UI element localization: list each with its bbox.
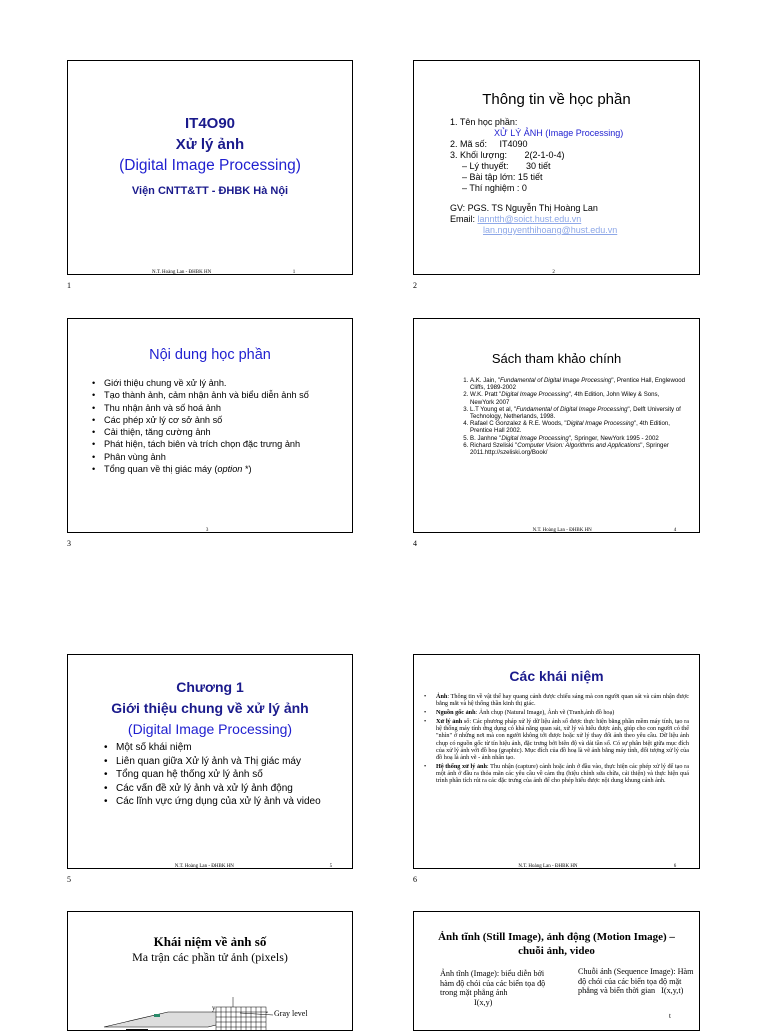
chapter-subtitle: (Digital Image Processing): [127, 721, 293, 737]
list-item: • Tạo thành ảnh, cảm nhận ảnh và biểu diễn ảnh số: [92, 389, 346, 401]
list-item: • Phát hiện, tách biên và trích chọn đặc trưng ảnh: [92, 438, 346, 450]
slide-number: 2: [552, 270, 555, 275]
course-title: Xử lý ảnh: [175, 136, 245, 153]
slide-title: Nội dung học phần: [149, 347, 271, 363]
page-number: 1: [67, 281, 71, 290]
email-link-1[interactable]: lanntth@soict.hust.edu.vn: [477, 214, 582, 224]
slide-title: Khái niệm về ảnh số: [153, 934, 267, 949]
slide-7: [67, 911, 353, 1031]
course-code-line: 2. Mã số: IT4090: [450, 139, 528, 149]
still-image-formula: I(x,y): [474, 997, 493, 1007]
lecturer: GV: PGS. TS Nguyễn Thị Hoàng Lan: [450, 203, 598, 213]
email-link-2[interactable]: lan.nguyenthihoang@hust.edu.vn: [483, 225, 618, 235]
list-item: • Thu nhận ảnh và số hoá ảnh: [92, 402, 346, 414]
course-name-label: 1. Tên học phần:: [450, 117, 518, 127]
concept-list: [424, 693, 689, 784]
reference-item: 3. L.T Young et al, "Fundamental of Digital Image Processing", Delft University of Technology, Netherlands, 1998.: [470, 406, 685, 420]
workload-line: 3. Khối lượng: 2(2-1-0-4): [450, 150, 565, 160]
slide-6: [413, 654, 700, 869]
content-list: [92, 377, 346, 475]
slide-title: Thông tin về học phần: [482, 91, 631, 108]
slide-4: [413, 318, 700, 533]
slide-number: 4: [673, 528, 677, 533]
workload-lab: – Thí nghiệm : 0: [462, 183, 527, 193]
time-axis-label: t: [669, 1012, 671, 1020]
chapter-title: Giới thiệu chung về xử lý ảnh: [111, 700, 309, 716]
footer-author: N.T. Hoàng Lan - ĐHBK HN: [174, 864, 234, 869]
slide-1: [67, 60, 353, 275]
list-item: • Một số khái niệm: [104, 741, 344, 755]
page-number: 5: [67, 875, 71, 884]
slide-8: [413, 911, 700, 1031]
institute: Viện CNTT&TT - ĐHBK Hà Nội: [131, 185, 289, 197]
list-item: • Cải thiện, tăng cường ảnh: [92, 426, 346, 438]
y-axis-label: y: [212, 1004, 216, 1012]
slide-title: Ảnh tĩnh (Still Image), ảnh động (Motion Image) – chuỗi ảnh, video: [438, 931, 675, 957]
still-image-definition: Ảnh tĩnh (Image): biểu diễn bởi hàm độ chói của các biến tọa độ trong mặt phẳng ảnh: [440, 969, 546, 998]
reference-item: 2. W.K. Pratt "Digital Image Processing", 4th Edition, John Wiley & Sons, NewYork 2007: [470, 391, 685, 405]
list-item: • Các lĩnh vực ứng dụng của xử lý ảnh và video: [104, 795, 344, 809]
slide-2: [413, 60, 700, 275]
slide-number: 6: [673, 864, 677, 869]
course-subtitle: (Digital Image Processing): [119, 157, 301, 174]
list-item: • Tổng quan hệ thống xử lý ảnh số: [104, 768, 344, 782]
reference-item: 5. B. Janhne "Digital Image Processing", Springer, NewYork 1995 - 2002: [470, 435, 685, 442]
reference-item: 6. Richard Szeliski "Computer Vision: Algorithms and Applications", Springer 2011.http://szeliski.org/Book/: [470, 442, 685, 456]
page-number: 3: [67, 539, 71, 548]
slide-number: 5: [329, 864, 333, 869]
footer-author: N.T. Hoàng Lan - ĐHBK HN: [151, 270, 212, 275]
workload-theory: – Lý thuyết: 30 tiết: [462, 161, 551, 171]
workload-project: – Bài tập lớn: 15 tiết: [462, 172, 543, 182]
slide-3: [67, 318, 353, 533]
list-item: • Hệ thống xử lý ảnh: Thu nhận (capture) cảnh hoặc ảnh ở đầu vào, thực hiện các phép xử lý để tạo ra một ảnh ở đầu ra thỏa mãn các yêu cầu về cảm thụ (hiệu chỉnh sửa chữa, cải thiện) và thực hiện quá trình phân tích rút ra các đặc trưng của ảnh để cho phép hiểu được nội dung khung cảnh ảnh.: [424, 763, 689, 784]
list-item: • Các phép xử lý cơ sở ảnh số: [92, 414, 346, 426]
list-item: • Liên quan giữa Xử lý ảnh và Thị giác máy: [104, 755, 344, 769]
chapter-outline: [104, 741, 344, 809]
email-label: Email:: [450, 214, 476, 224]
list-item: • Ảnh: Thông tin về vật thể hay quang cảnh được chiếu sáng mà con người quan sát và cảm nhận được bằng mắt và hệ thống thần kinh thị giác.: [424, 693, 689, 707]
list-item: • Tổng quan về thị giác máy (option *): [92, 463, 346, 475]
course-name-value: XỬ LÝ ẢNH (Image Processing): [494, 128, 624, 138]
slide-title: Các khái niệm: [509, 668, 604, 684]
list-item: • Các vấn đề xử lý ảnh và xử lý ảnh động: [104, 782, 344, 796]
footer-author: N.T. Hoàng Lan - ĐHBK HN: [518, 864, 578, 869]
list-item: • Phân vùng ảnh: [92, 451, 346, 463]
chapter-label: Chương 1: [176, 679, 244, 695]
footer-author: N.T. Hoàng Lan - ĐHBK HN: [532, 528, 592, 533]
slide-number: 1: [292, 270, 296, 275]
page-number: 2: [413, 281, 417, 290]
reference-list: [458, 377, 685, 456]
slide-subtitle: Ma trận các phần tử ảnh (pixels): [132, 950, 288, 964]
page-number: 4: [413, 539, 417, 548]
reference-item: 1. A.K. Jain, "Fundamental of Digital Image Processing", Prentice Hall, Englewood Cliffs, 1989-2002: [470, 377, 685, 391]
slide-title: Sách tham khảo chính: [491, 351, 622, 366]
gray-level-label: Gray level: [274, 1009, 308, 1018]
page-number: 6: [413, 875, 417, 884]
course-code: IT4O90: [184, 115, 236, 132]
reference-item: 4. Rafael C Gonzalez & R.E. Woods, "Digital Image Processing", 4th Edition, Prentice Hall 2002.: [470, 420, 685, 434]
slide-5: [67, 654, 353, 869]
slide-number: 3: [205, 528, 209, 533]
list-item: • Xử lý ảnh số: Các phương pháp xử lý dữ liệu ảnh số được thực hiện bằng phần mềm máy tính, tạo ra hệ thống máy tính ứng dụng có khả năng quan sát, xử lý và hiểu được ảnh, giúp cho con người có thể "nhìn" ở những nơi mà con người không tới được hoặc xử lý thay đổi ảnh theo yêu cầu. Dữ liệu ảnh chụp có nguồn gốc từ tín hiệu ảnh, đặc trưng bởi biên độ và dải tần số. Có sự phân biệt giữa mục đích của xử lý ảnh với đồ hoạ (graphic). Mục đích của đồ hoạ là vẽ ảnh bằng máy tính, đối tượng xử lý của đồ hoạ là ảnh vẽ - ảnh nhân tạo.: [424, 718, 689, 761]
sequence-image-formula: I(x,y,t): [661, 986, 684, 996]
list-item: • Giới thiệu chung về xử lý ảnh.: [92, 377, 346, 389]
sequence-image-definition: Chuỗi ảnh (Sequence Image): Hàm độ chói của các biến tọa độ mặt phẳng và biến thời gian: [578, 967, 694, 996]
list-item: • Nguồn gốc ảnh: Ảnh chụp (Natural Image), Ảnh vẽ (Tranh,ảnh đồ hoạ): [424, 709, 689, 716]
pixel-matrix-illustration: [68, 967, 353, 1031]
